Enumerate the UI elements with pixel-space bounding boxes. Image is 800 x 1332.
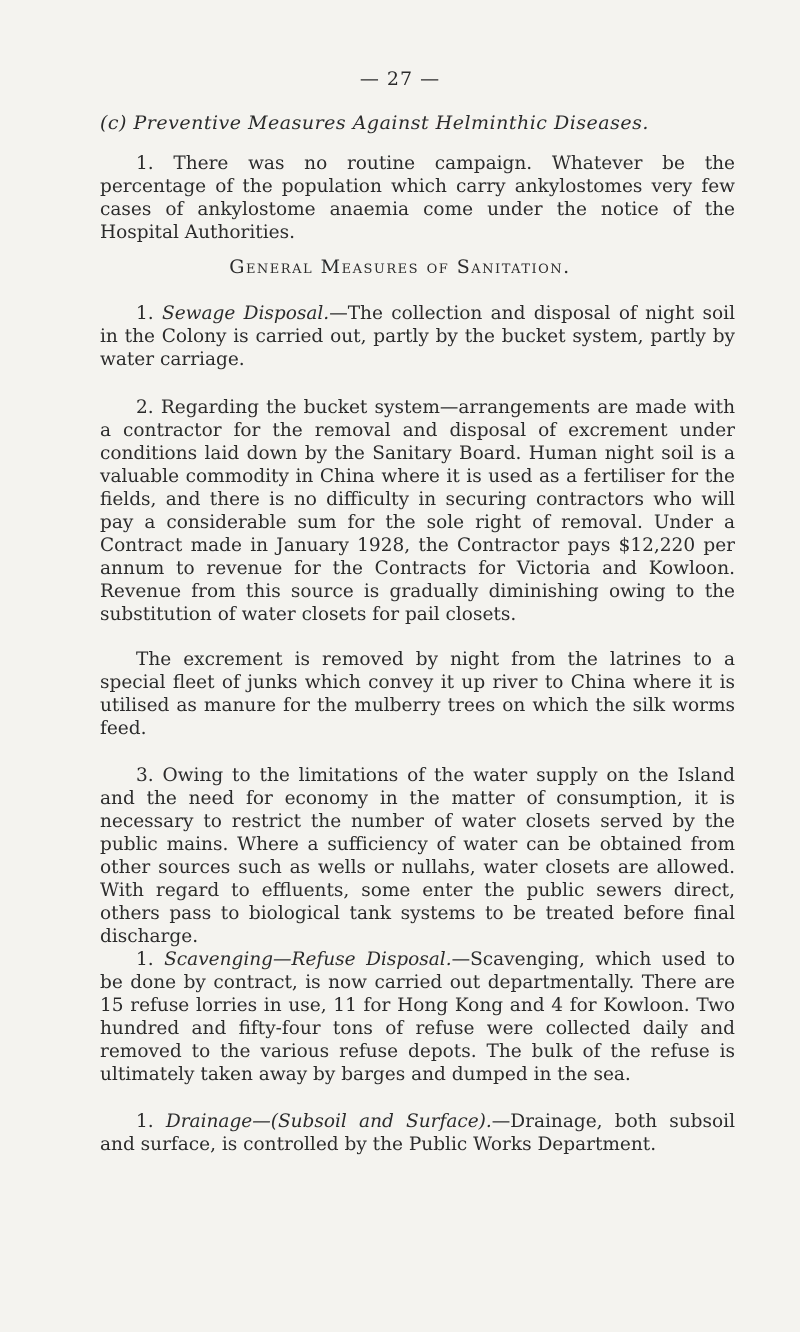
paragraph-title: Sewage Disposal. bbox=[162, 303, 330, 324]
paragraph-title: Drainage—(Subsoil and Surface). bbox=[165, 1111, 492, 1132]
paragraph-text: The excrement is removed by night from the latrines to a special fleet of junks which convey it up river to China where it is utilised as manure for the mulberry trees on which the silk worms feed. bbox=[100, 649, 735, 739]
paragraph-text: 3. Owing to the limitations of the water supply on the Island and the need for economy in the matter of consumption, it is necessary to restrict the number of water closets served by the public mains. Where a sufficiency of water can be obtained from other sources such as wells or nullahs, water closets are allowed. With regard to effluents, some enter the public sewers direct, others pass to biological tank systems to be treated before final discharge. bbox=[100, 765, 735, 947]
paragraph-no-routine-campaign bbox=[100, 152, 735, 244]
section-title-sanitation: General Measures of Sanitation. bbox=[229, 256, 571, 278]
page-number: — 27 — bbox=[359, 68, 441, 90]
paragraph-text: —Scavenging, which used to be done by contract, is now carried out departmentally. There are 15 refuse lorries in use, 11 for Hong Kong and 4 for Kowloon. Two hundred and fifty-four tons of refuse were collected daily and removed to the various refuse depots. The bulk of the refuse is ultimately taken away by barges and dumped in the sea. bbox=[100, 949, 735, 1085]
paragraph-number: 1. bbox=[136, 949, 165, 970]
paragraph-number: 1. bbox=[136, 303, 163, 324]
paragraph-scavenging bbox=[100, 948, 735, 1086]
subheading-preventive-measures: (c) Preventive Measures Against Helminthic Diseases. bbox=[100, 112, 649, 134]
paragraph-text: —Drainage, both subsoil and surface, is controlled by the Public Works Department. bbox=[100, 1111, 735, 1155]
paragraph-number: 1. bbox=[136, 1111, 166, 1132]
paragraph-excrement-removal bbox=[100, 648, 735, 740]
paragraph-sewage-disposal bbox=[100, 302, 735, 371]
paragraph-bucket-system bbox=[100, 396, 735, 626]
paragraph-water-supply bbox=[100, 764, 735, 948]
paragraph-text: —The collection and disposal of night soil in the Colony is carried out, partly by the bucket system, partly by water carriage. bbox=[100, 303, 736, 370]
paragraph-text: 1. There was no routine campaign. Whatever be the percentage of the population which carry ankylostomes very few cases of ankylostome anaemia come under the notice of the Hospital Authorities. bbox=[100, 153, 735, 243]
paragraph-text: 2. Regarding the bucket system—arrangements are made with a contractor for the removal and disposal of excrement under conditions laid down by the Sanitary Board. Human night soil is a valuable commodity in China where it is used as a fertiliser for the fields, and there is no difficulty in securing contractors who will pay a considerable sum for the sole right of removal. Under a Contract made in January 1928, the Contractor pays $12,220 per annum to revenue for the Contracts for Victoria and Kowloon. Revenue from this source is gradually diminishing owing to the substitution of water closets for pail closets. bbox=[100, 397, 735, 625]
paragraph-drainage bbox=[100, 1110, 735, 1156]
paragraph-title: Scavenging—Refuse Disposal. bbox=[164, 949, 452, 970]
